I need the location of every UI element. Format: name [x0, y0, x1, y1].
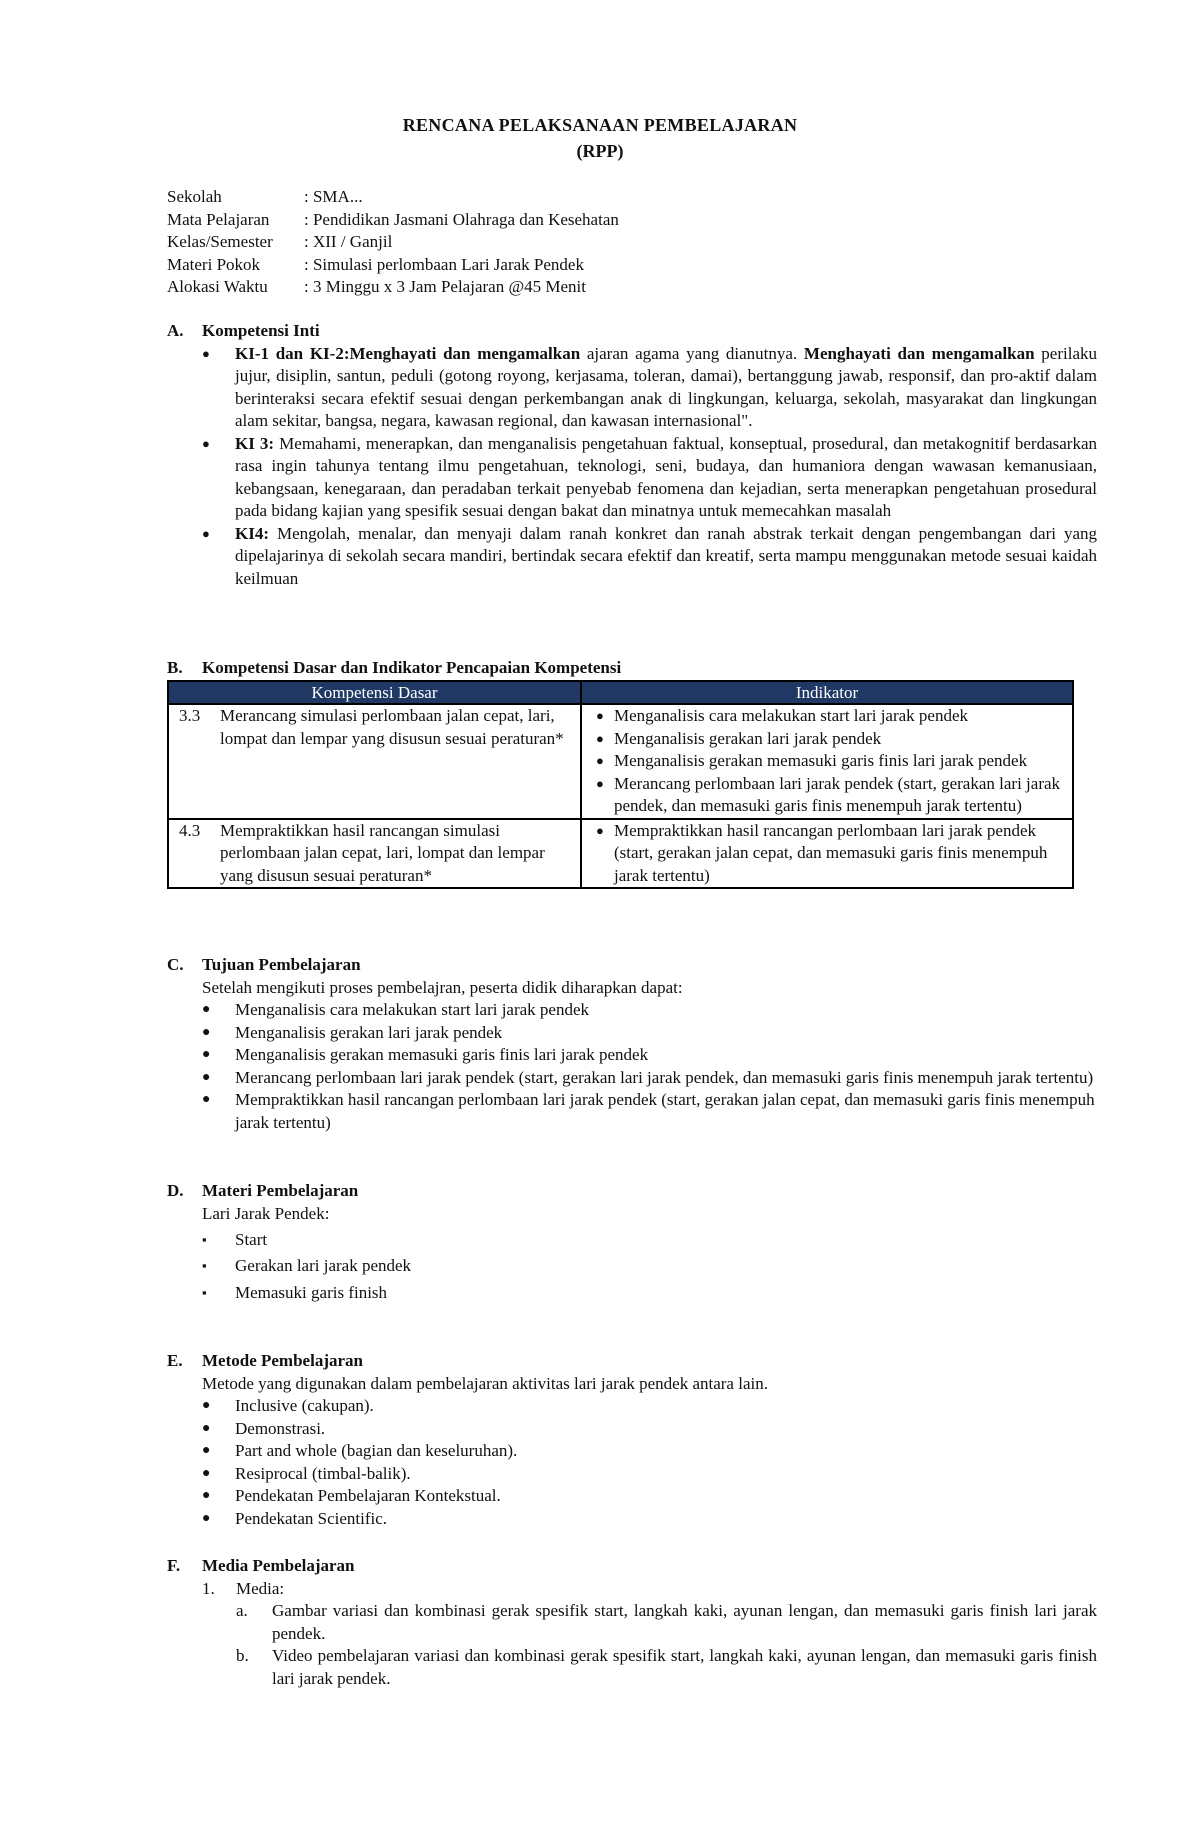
- kd-cell: [168, 704, 581, 819]
- list-item: [592, 820, 1068, 888]
- list-item: [167, 999, 1097, 1022]
- bullet-icon: ●: [202, 1420, 211, 1436]
- indicator-list: [592, 820, 1068, 888]
- list-item: [167, 1463, 1097, 1486]
- section-heading: [167, 1180, 1097, 1203]
- list-item: [167, 343, 1097, 433]
- bullet-icon: ●: [596, 822, 604, 838]
- bullet-icon: ●: [202, 435, 210, 451]
- identity-label: Sekolah: [167, 187, 222, 206]
- materi-list: [167, 1229, 1097, 1309]
- list-text: Menganalisis gerakan memasuki garis finis lari jarak pendek: [235, 1045, 649, 1064]
- list-text: Demonstrasi.: [235, 1418, 326, 1438]
- bullet-icon: ●: [202, 1398, 211, 1413]
- document-title: RENCANA PELAKSANAAN PEMBELAJARAN: [402, 115, 798, 135]
- section-intro: Lari Jarak Pendek:: [202, 1203, 330, 1223]
- list-item: [167, 1282, 1097, 1309]
- indicator-text: Menganalisis gerakan lari jarak pendek: [614, 728, 882, 748]
- table-row: [168, 704, 1073, 819]
- indicator-text: Menganalisis gerakan memasuki garis finis lari jarak pendek: [614, 751, 1028, 770]
- bullet-icon: ●: [596, 730, 604, 746]
- list-item: [167, 1440, 1097, 1463]
- section-media: [167, 1555, 1097, 1690]
- media-numbered-item: [167, 1578, 1097, 1601]
- identity-row: [167, 276, 1004, 299]
- identity-row: [167, 209, 1004, 232]
- identity-label: Alokasi Waktu: [167, 277, 268, 296]
- bullet-icon: ●: [202, 1092, 211, 1107]
- bullet-icon: ●: [596, 775, 604, 791]
- list-item: [592, 705, 1068, 728]
- identity-row: [167, 231, 1004, 254]
- section-title: Kompetensi Dasar dan Indikator Pencapaian Kompetensi: [202, 658, 622, 677]
- identity-value: : Simulasi perlombaan Lari Jarak Pendek: [304, 254, 584, 274]
- section-intro: Setelah mengikuti proses pembelajran, peserta didik diharapkan dapat:: [202, 977, 683, 997]
- identity-value: : 3 Minggu x 3 Jam Pelajaran @45 Menit: [304, 277, 586, 296]
- ki-lead: KI4:: [235, 523, 269, 543]
- identity-value: : Pendidikan Jasmani Olahraga dan Kesehatan: [304, 209, 619, 229]
- ki-text: Memahami, menerapkan, dan menganalisis pengetahuan faktual, konseptual, prosedural, dan metakognitif berdasarkan rasa ingin tahunya tentang ilmu pengetahuan, teknologi, seni, budaya, dan humaniora dengan wawasan kemanusiaan, kebangsaan, kenegaraan, dan peradaban terkait penyebab fenomena dan kejadian, serta menerapkan pengetahuan prosedural pada bidang kajian yang spesifik sesuai dengan bakat dan minatnya untuk memecahkan masalah: [235, 433, 1097, 520]
- ki-text: ajaran agama yang dianutnya.: [580, 343, 804, 363]
- list-item: [167, 1044, 1097, 1067]
- indicator-list: [592, 705, 1068, 818]
- list-item: [167, 1508, 1097, 1531]
- section-kompetensi-inti: [167, 320, 1097, 590]
- kd-cell: [168, 819, 581, 889]
- section-title: Materi Pembelajaran: [202, 1181, 359, 1200]
- identity-value: : SMA...: [304, 187, 363, 206]
- kd-text: Mempraktikkan hasil rancangan simulasi perlombaan jalan cepat, lari, lompat dan lempar yang disusun sesuai peraturan*: [220, 820, 545, 885]
- section-title: Metode Pembelajaran: [202, 1351, 363, 1370]
- section-letter: A.: [167, 321, 184, 340]
- identity-row: [167, 254, 1004, 277]
- bullet-icon: ●: [202, 345, 210, 361]
- bullet-icon: ▪: [202, 1231, 207, 1247]
- list-text: Merancang perlombaan lari jarak pendek (start, gerakan lari jarak pendek, dan memasuki garis finis menempuh jarak tertentu): [235, 1067, 1094, 1087]
- list-item: [167, 1418, 1097, 1441]
- ki-list: [167, 343, 1097, 591]
- indicator-text: Merancang perlombaan lari jarak pendek (start, gerakan lari jarak pendek, dan memasuki garis finis menempuh jarak tertentu): [614, 773, 1061, 815]
- list-text: Gambar variasi dan kombinasi gerak spesifik start, langkah kaki, ayunan lengan, dan memasuki garis finish lari jarak pendek.: [272, 1601, 1097, 1643]
- kd-text: Merancang simulasi perlombaan jalan cepat, lari, lompat dan lempar yang disusun sesuai peraturan*: [220, 706, 564, 748]
- list-text: Start: [235, 1229, 268, 1249]
- section-letter: D.: [167, 1181, 184, 1200]
- identity-label: Materi Pokok: [167, 254, 261, 274]
- list-text: Menganalisis gerakan lari jarak pendek: [235, 1022, 503, 1042]
- bullet-icon: ●: [202, 1024, 211, 1040]
- list-item: [592, 773, 1068, 818]
- bullet-icon: ●: [202, 1488, 211, 1503]
- list-text: Memasuki garis finish: [235, 1282, 388, 1302]
- list-text: Resiprocal (timbal-balik).: [235, 1463, 411, 1483]
- section-letter: C.: [167, 955, 184, 974]
- identity-value: : XII / Ganjil: [304, 232, 393, 251]
- ki-lead: KI 3:: [235, 433, 275, 453]
- section-metode: [167, 1350, 1097, 1530]
- bullet-icon: ●: [202, 1443, 211, 1458]
- kd-number: 4.3: [179, 820, 201, 840]
- section-heading: [167, 320, 1097, 343]
- list-item: [592, 750, 1068, 773]
- table-header-row: [168, 681, 1073, 704]
- item-letter: b.: [236, 1646, 249, 1665]
- section-heading: [167, 1350, 1097, 1373]
- list-item: [167, 1485, 1097, 1508]
- list-item: [592, 728, 1068, 751]
- section-title: Kompetensi Inti: [202, 321, 320, 340]
- document-subtitle: (RPP): [576, 141, 624, 161]
- section-title: Media Pembelajaran: [202, 1556, 355, 1575]
- section-letter: E.: [167, 1351, 183, 1370]
- list-item: [167, 1255, 1097, 1282]
- bullet-icon: ●: [202, 1002, 211, 1017]
- section-letter: B.: [167, 658, 183, 677]
- ki-bold: Menghayati dan mengamalkan: [803, 343, 1035, 363]
- list-text: Mempraktikkan hasil rancangan perlombaan lari jarak pendek (start, gerakan jalan cepat, dan memasuki garis finis menempuh jarak tertentu): [235, 1090, 1095, 1132]
- kd-number: 3.3: [179, 706, 201, 725]
- list-text: Pendekatan Pembelajaran Kontekstual.: [235, 1486, 501, 1505]
- list-text: Inclusive (cakupan).: [235, 1396, 374, 1415]
- list-text: Gerakan lari jarak pendek: [235, 1256, 412, 1275]
- list-text: Pendekatan Scientific.: [235, 1508, 388, 1528]
- column-header-kd: Kompetensi Dasar: [168, 681, 581, 704]
- metode-list: [167, 1395, 1097, 1530]
- list-text: Part and whole (bagian dan keseluruhan).: [235, 1441, 518, 1460]
- item-text: Media:: [236, 1578, 285, 1598]
- bullet-icon: ▪: [202, 1258, 207, 1273]
- list-text: Menganalisis cara melakukan start lari jarak pendek: [235, 1000, 590, 1019]
- section-materi: [167, 1180, 1097, 1308]
- section-heading: [167, 1555, 1097, 1578]
- list-item: [167, 1022, 1097, 1045]
- kd-table: [167, 680, 1074, 889]
- list-item: [167, 1645, 1097, 1690]
- identity-row: [167, 186, 1004, 209]
- indicator-text: Mempraktikkan hasil rancangan perlombaan lari jarak pendek (start, gerakan jalan cepat, dan memasuki garis finis menempuh jarak tertentu): [614, 820, 1048, 885]
- section-intro: Metode yang digunakan dalam pembelajaran aktivitas lari jarak pendek antara lain.: [202, 1373, 768, 1393]
- list-item: [167, 1600, 1097, 1645]
- bullet-icon: ●: [202, 1465, 211, 1481]
- ki-lead: KI-1 dan KI-2:Menghayati dan mengamalkan: [235, 343, 581, 363]
- item-number: 1.: [202, 1578, 215, 1598]
- column-header-indikator: Indikator: [581, 681, 1073, 704]
- identity-label: Mata Pelajaran: [167, 209, 270, 229]
- list-item: [167, 1395, 1097, 1418]
- ki-text: Mengolah, menalar, dan menyaji dalam ranah konkret dan ranah abstrak terkait dengan pengembangan dari yang dipelajarinya di sekolah secara mandiri, bertindak secara efektif dan kreatif, serta mampu menggunakan metode sesuai kaidah keilmuan: [235, 523, 1097, 588]
- table-row: [168, 819, 1073, 889]
- section-letter: F.: [167, 1556, 181, 1575]
- section-heading: [167, 954, 1097, 977]
- section-tujuan: [167, 954, 1097, 1134]
- list-item: [167, 1229, 1097, 1256]
- ki-text: perilaku jujur, disiplin, santun, peduli (gotong royong, kerjasama, toleran, damai), bertanggung jawab, responsif, dan pro-aktif dalam berinteraksi secara efektif sesuai dengan perkembangan anak di lingkungan, keluarga, sekolah, masyarakat dan lingkungan alam sekitar, bangsa, negara, kawasan regional, dan kawasan internasional".: [235, 343, 1098, 430]
- bullet-icon: ●: [596, 708, 604, 723]
- tujuan-list: [167, 999, 1097, 1134]
- section-heading: [167, 657, 1097, 680]
- bullet-icon: ●: [596, 753, 604, 768]
- identity-block: [167, 186, 1004, 299]
- section-title: Tujuan Pembelajaran: [202, 955, 361, 974]
- list-text: Video pembelajaran variasi dan kombinasi gerak spesifik start, langkah kaki, ayunan lengan, dan memasuki garis finish lari jarak pendek.: [272, 1646, 1097, 1688]
- media-list: [167, 1600, 1097, 1690]
- bullet-icon: ●: [202, 1510, 211, 1526]
- bullet-icon: ●: [202, 525, 210, 541]
- section-kompetensi-dasar: [167, 657, 1097, 680]
- item-letter: a.: [236, 1601, 248, 1620]
- indicator-text: Menganalisis cara melakukan start lari jarak pendek: [614, 706, 969, 725]
- list-item: [167, 1089, 1097, 1134]
- bullet-icon: ●: [202, 1047, 211, 1062]
- bullet-icon: ●: [202, 1069, 211, 1085]
- list-item: [167, 523, 1097, 591]
- identity-label: Kelas/Semester: [167, 232, 273, 251]
- list-item: [167, 433, 1097, 523]
- indicator-cell: [581, 819, 1073, 889]
- bullet-icon: ▪: [202, 1284, 207, 1300]
- indicator-cell: [581, 704, 1073, 819]
- list-item: [167, 1067, 1097, 1090]
